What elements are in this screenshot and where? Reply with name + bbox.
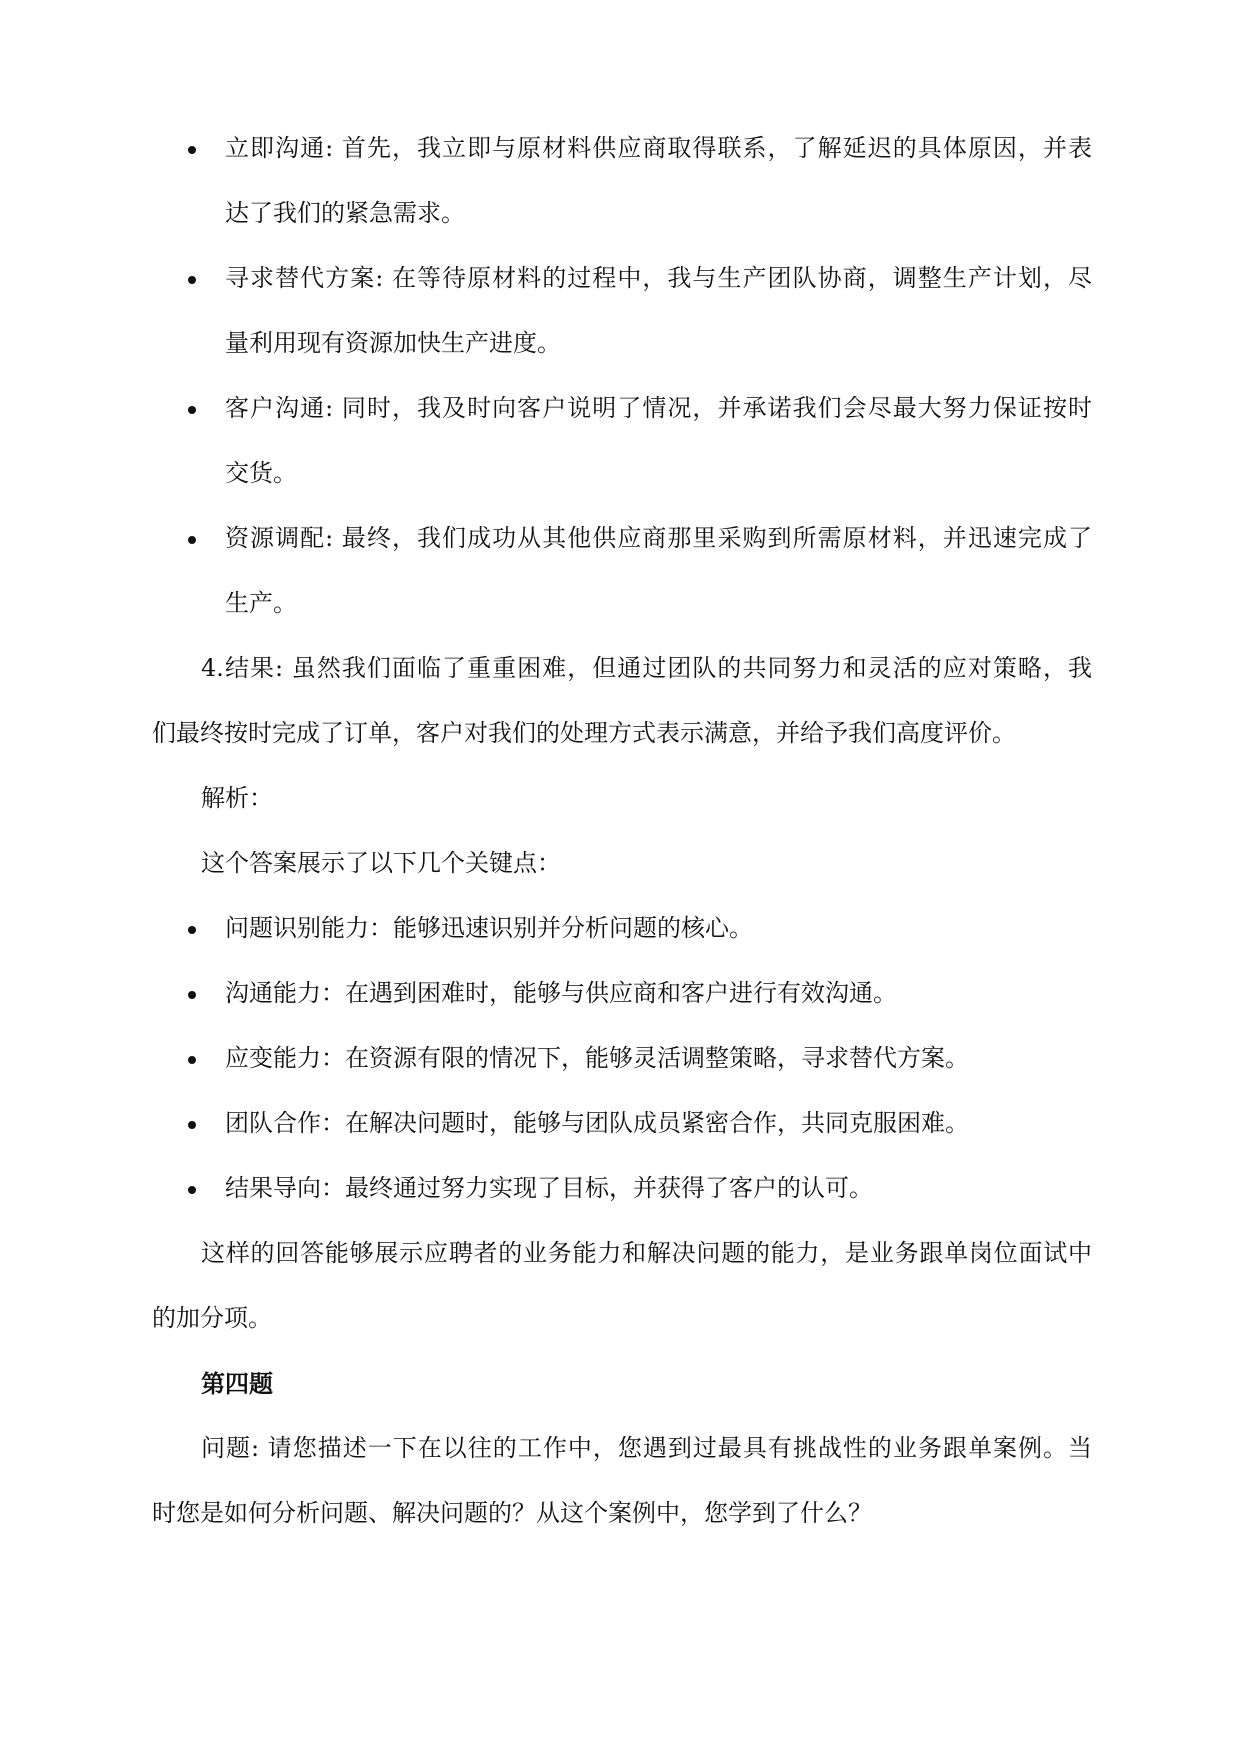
key-points-list [152,896,1092,1221]
bullet-dot-icon [188,406,196,414]
list-item [152,961,1092,1026]
bullet-dot-icon [188,1186,196,1194]
section-title: 第四题 [201,1369,273,1398]
analysis-intro: 这个答案展示了以下几个关键点： [201,849,561,877]
key-point-text: 团队合作：在解决问题时，能够与团队成员紧密合作，共同克服困难。 [225,1109,969,1137]
result-paragraph [152,636,1092,766]
bullet-text-cont: 交货。 [225,459,297,487]
list-item [152,896,1092,961]
bullet-dot-icon [188,146,196,154]
key-point-text: 沟通能力：在遇到困难时，能够与供应商和客户进行有效沟通。 [225,979,897,1007]
bullet-dot-icon [188,926,196,934]
bullet-dot-icon [188,1056,196,1064]
paragraph-line: 的加分项。 [152,1304,272,1332]
paragraph-line: 4.结果: 虽然我们面临了重重困难，但通过团队的共同努力和灵活的应对策略，我 [201,654,1092,682]
analysis-section [152,766,1092,896]
bullet-text: 客户沟通: 同时，我及时向客户说明了情况，并承诺我们会尽最大努力保证按时 [225,394,1092,422]
bullet-item [152,376,1092,506]
key-point-text: 问题识别能力：能够迅速识别并分析问题的核心。 [225,914,753,942]
action-bullet-list [152,116,1092,636]
section-heading [152,1351,1092,1416]
list-item [152,1026,1092,1091]
bullet-item [152,246,1092,376]
paragraph-line: 问题: 请您描述一下在以往的工作中，您遇到过最具有挑战性的业务跟单案例。当 [201,1434,1092,1462]
bullet-text-cont: 生产。 [225,589,297,617]
paragraph-line: 时您是如何分析问题、解决问题的？从这个案例中，您学到了什么？ [152,1499,872,1527]
bullet-item [152,116,1092,246]
analysis-label: 解析： [201,784,273,812]
bullet-dot-icon [188,276,196,284]
bullet-text-cont: 量利用现有资源加快生产进度。 [225,329,561,357]
summary-paragraph [152,1221,1092,1351]
bullet-text: 寻求替代方案: 在等待原材料的过程中，我与生产团队协商，调整生产计划，尽 [225,264,1092,292]
bullet-text: 立即沟通: 首先，我立即与原材料供应商取得联系，了解延迟的具体原因，并表 [225,134,1092,162]
list-item [152,1156,1092,1221]
key-point-text: 结果导向：最终通过努力实现了目标，并获得了客户的认可。 [225,1174,873,1202]
bullet-dot-icon [188,1121,196,1129]
bullet-dot-icon [188,536,196,544]
bullet-text: 资源调配: 最终，我们成功从其他供应商那里采购到所需原材料，并迅速完成了 [225,524,1092,552]
bullet-item [152,506,1092,636]
list-item [152,1091,1092,1156]
paragraph-line: 们最终按时完成了订单，客户对我们的处理方式表示满意，并给予我们高度评价。 [152,719,1016,747]
question-paragraph [152,1416,1092,1546]
bullet-dot-icon [188,991,196,999]
bullet-text-cont: 达了我们的紧急需求。 [225,199,465,227]
paragraph-line: 这样的回答能够展示应聘者的业务能力和解决问题的能力，是业务跟单岗位面试中 [201,1239,1092,1267]
key-point-text: 应变能力：在资源有限的情况下，能够灵活调整策略，寻求替代方案。 [225,1044,969,1072]
